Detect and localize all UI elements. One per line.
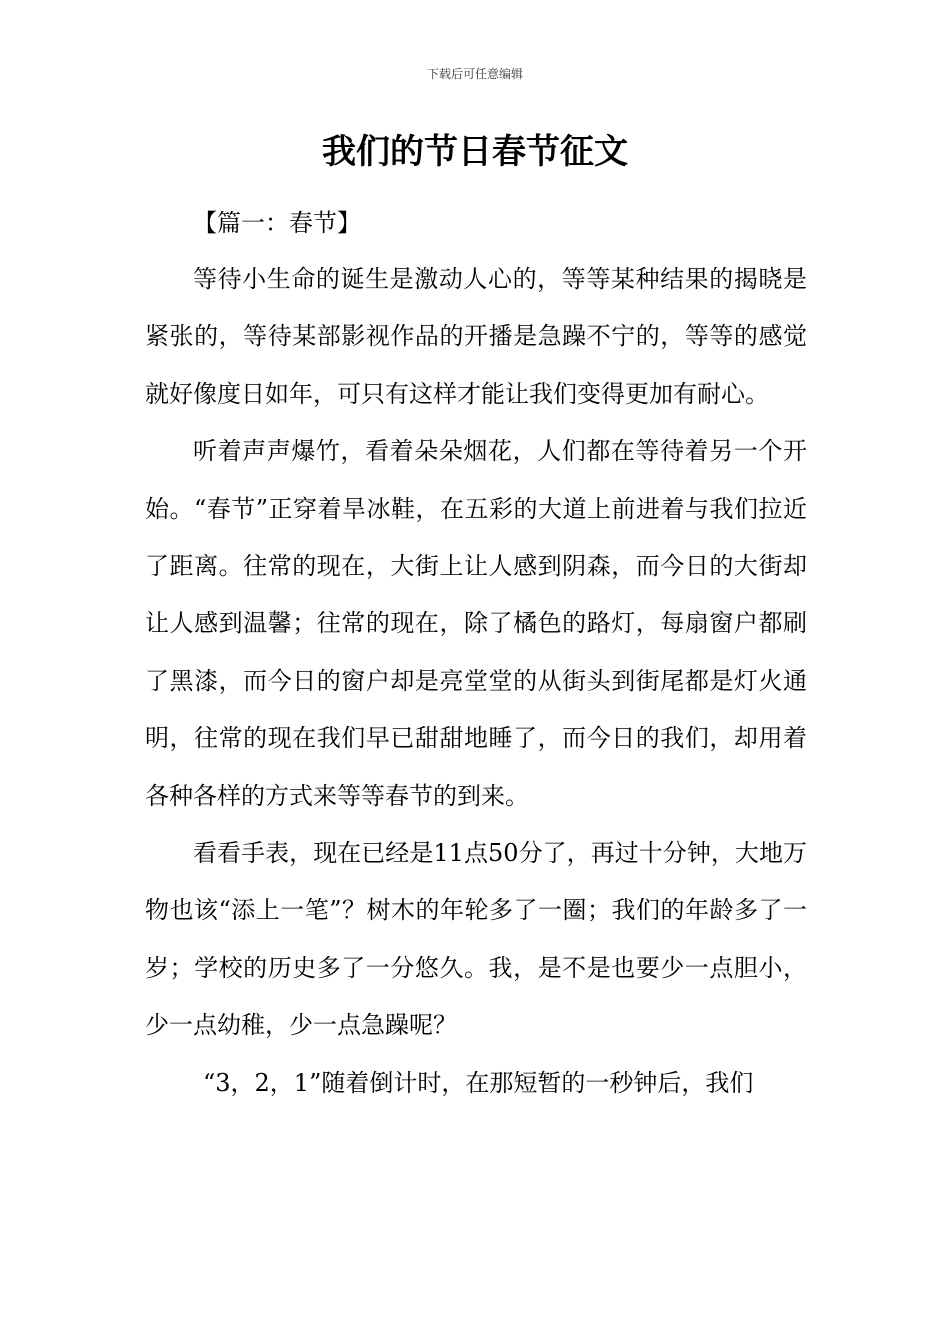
paragraph: 看看手表，现在已经是11点50分了，再过十分钟，大地万物也该“添上一笔”？树木的年轮多了一圈；我们的年龄多了一岁；学校的历史多了一分悠久。我，是不是也要少一点胆小，少一点幼稚，少一点急躁呢？ [145,839,807,1040]
header-note: 下载后可任意编辑 [426,67,523,81]
paragraph: 听着声声爆竹，看着朵朵烟花，人们都在等待着另一个开始。“春节”正穿着旱冰鞋，在五彩的大道上前进着与我们拉近了距离。往常的现在，大街上让人感到阴森，而今日的大街却让人感到温馨；往常的现在，除了橘色的路灯，每扇窗户都刷了黑漆，而今日的窗户却是亮堂堂的从街头到街尾都是灯火通明，往常的现在我们早已甜甜地睡了，而今日的我们，却用着各种各样的方式来等等春节的到来。 [145,437,807,810]
page-title: 我们的节日春节征文 [322,132,628,172]
article-body [145,251,807,1112]
paragraph: 等待小生命的诞生是激动人心的，等等某种结果的揭晓是紧张的，等待某部影视作品的开播是急躁不宁的，等等的感觉就好像度日如年，可只有这样才能让我们变得更加有耐心。 [145,265,807,408]
section-label: 【篇一：春节】 [193,209,361,237]
paragraph: “3，2，1”随着倒计时，在那短暂的一秒钟后，我们 [203,1068,754,1097]
